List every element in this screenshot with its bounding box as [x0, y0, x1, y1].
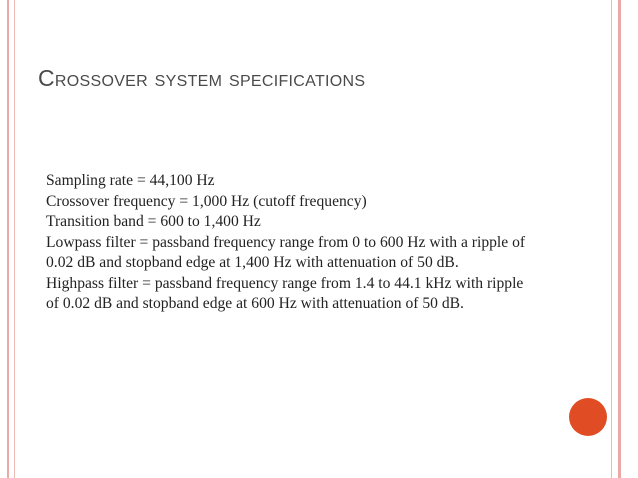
spec-line-highpass-filter-cont: of 0.02 dB and stopband edge at 600 Hz with attenuation of 50 dB. [46, 295, 464, 312]
spec-line-sampling-rate: Sampling rate = 44,100 Hz [46, 172, 215, 189]
right-border-line-inner [611, 0, 612, 478]
spec-line-crossover-frequency: Crossover frequency = 1,000 Hz (cutoff frequency) [46, 192, 367, 210]
specifications-text [46, 171, 606, 315]
spec-line-lowpass-filter-cont: 0.02 dB and stopband edge at 1,400 Hz with attenuation of 50 dB. [46, 254, 459, 271]
left-border-line [7, 0, 9, 478]
spec-line-transition-band: Transition band = 600 to 1,400 Hz [46, 213, 261, 230]
right-border-line [618, 0, 621, 478]
slide-title: Crossover system specifications [38, 65, 366, 91]
spec-line-lowpass-filter: Lowpass filter = passband frequency range from 0 to 600 Hz with a ripple of [46, 233, 526, 251]
decorative-circle-icon [569, 398, 607, 436]
spec-line-highpass-filter: Highpass filter = passband frequency range from 1.4 to 44.1 kHz with ripple [46, 274, 524, 292]
left-border-line-inner [14, 0, 15, 478]
